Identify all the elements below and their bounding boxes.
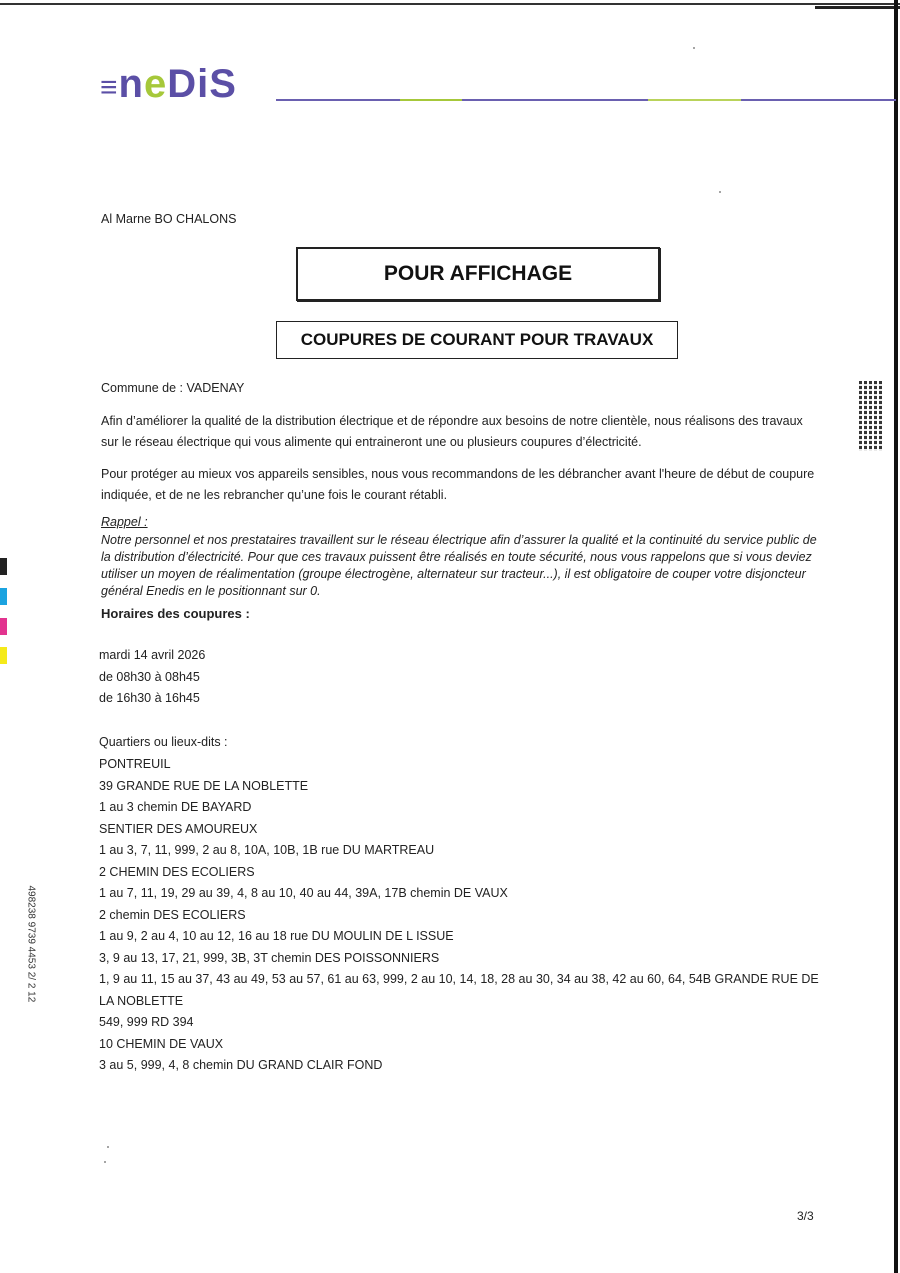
scan-speck xyxy=(104,1161,106,1163)
commune: Commune de : VADENAY xyxy=(101,381,245,395)
datamatrix-code-icon xyxy=(859,381,883,451)
schedule-date: mardi 14 avril 2026 xyxy=(99,648,206,662)
schedule-title: Horaires des coupures : xyxy=(101,606,250,621)
notice-subtitle: COUPURES DE COURANT POUR TRAVAUX xyxy=(300,330,654,349)
side-tracking-code: 498238 9739 4453 2/ 2 12 xyxy=(25,885,37,1003)
areas-list xyxy=(99,754,824,1077)
notice-subtitle-box xyxy=(276,321,678,359)
scan-speck xyxy=(693,47,695,49)
scan-top-mark xyxy=(815,6,900,9)
list-item: 1 au 3 chemin DE BAYARD xyxy=(99,800,252,814)
print-mark-black xyxy=(0,558,7,575)
schedule-slot: de 16h30 à 16h45 xyxy=(99,691,200,705)
scan-speck xyxy=(719,191,721,193)
notice-title: POUR AFFICHAGE xyxy=(383,262,573,285)
paragraph-improvement: Afin d’améliorer la qualité de la distribution électrique et de répondre aux besoins de notre clientèle, nous réalisons des travaux sur le réseau électrique qui vous alimente qui entraineront une ou plusieurs coupures d’électricité. xyxy=(101,414,803,449)
print-mark-magenta xyxy=(0,618,7,635)
list-item: PONTREUIL xyxy=(99,757,171,771)
list-item: 549, 999 RD 394 xyxy=(99,1015,194,1029)
list-item: 3 au 5, 999, 4, 8 chemin DU GRAND CLAIR FOND xyxy=(99,1058,383,1072)
scan-right-border xyxy=(894,0,898,1273)
recipient: Al Marne BO CHALONS xyxy=(101,212,237,226)
scan-top-border xyxy=(0,3,900,5)
list-item: 2 chemin DES ECOLIERS xyxy=(99,907,246,922)
list-item: 1 au 9, 2 au 4, 10 au 12, 16 au 18 rue DU MOULIN DE L ISSUE xyxy=(99,929,454,943)
rappel-title: Rappel : xyxy=(101,515,148,529)
page-number: 3/3 xyxy=(797,1209,814,1223)
list-item: 1, 9 au 11, 15 au 37, 43 au 49, 53 au 57, 61 au 63, 999, 2 au 10, 14, 18, 28 au 30, 34 au 38, 42 au 60, 64, 54B GRANDE RUE DE LA NOBLETTE xyxy=(99,972,819,1008)
enedis-logo: ≡neDiS xyxy=(100,62,237,106)
list-item: SENTIER DES AMOUREUX xyxy=(99,821,258,836)
scan-speck xyxy=(107,1146,109,1148)
list-item: 39 GRANDE RUE DE LA NOBLETTE xyxy=(99,778,309,793)
list-item: 2 CHEMIN DES ECOLIERS xyxy=(99,864,255,879)
areas-title: Quartiers ou lieux-dits : xyxy=(99,735,228,749)
list-item: 3, 9 au 13, 17, 21, 999, 3B, 3T chemin DES POISSONNIERS xyxy=(99,950,440,965)
paragraph-protect: Pour protéger au mieux vos appareils sensibles, nous vous recommandons de les débrancher avant l'heure de début de coupure indiquée, et de ne les rebrancher qu’une fois le courant rétabli. xyxy=(101,467,815,502)
notice-title-box xyxy=(296,247,660,301)
print-mark-yellow xyxy=(0,647,7,664)
schedule-slot: de 08h30 à 08h45 xyxy=(99,670,200,684)
rappel-text: Notre personnel et nos prestataires travaillent sur le réseau électrique afin d’assurer la qualité et la continuité du service public de la distribution d’électricité. Pour que ces travaux puissent être réalisés en toute sécurité, nous vous rappelons que si vous deviez utiliser un moyen de réalimentation (groupe électrogène, alternateur sur tracteur...), il est obligatoire de couper votre disjoncteur général Enedis en le positionnant sur 0. xyxy=(101,533,817,598)
list-item: 1 au 7, 11, 19, 29 au 39, 4, 8 au 10, 40 au 44, 39A, 17B chemin DE VAUX xyxy=(99,886,508,900)
list-item: 10 CHEMIN DE VAUX xyxy=(99,1036,224,1051)
logo-underline xyxy=(276,99,896,101)
list-item: 1 au 3, 7, 11, 999, 2 au 8, 10A, 10B, 1B rue DU MARTREAU xyxy=(99,843,435,857)
print-mark-cyan xyxy=(0,588,7,605)
